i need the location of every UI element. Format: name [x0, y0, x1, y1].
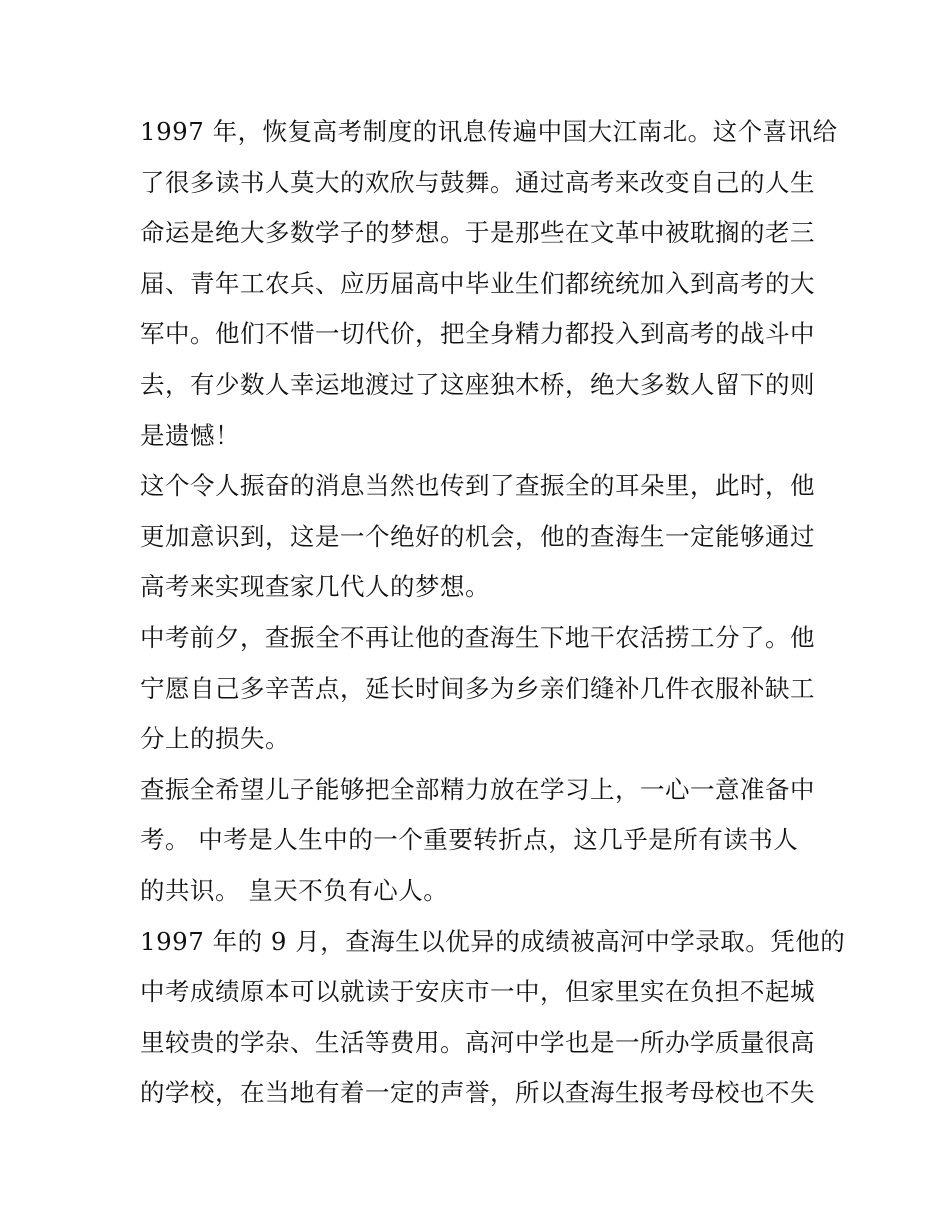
- text-line: 中考成绩原本可以就读于安庆市一中，但家里实在负担不起城: [140, 977, 815, 1007]
- text-line: 这个令人振奋的消息当然也传到了查振全的耳朵里，此时，他: [140, 471, 815, 501]
- text-line: 去，有少数人幸运地渡过了这座独木桥，绝大多数人留下的则: [140, 369, 815, 399]
- text-line: 的共识。 皇天不负有心人。: [140, 875, 449, 905]
- text-line: 1997 年，恢复高考制度的讯息传遍中国大江南北。这个喜讯给: [140, 117, 838, 146]
- text-line: 更加意识到，这是一个绝好的机会，他的查海生一定能够通过: [140, 521, 815, 551]
- text-line: 1997 年的 9 月，查海生以优异的成绩被高河中学录取。凭他的: [140, 926, 846, 956]
- paragraph: [140, 461, 815, 613]
- text-line: 了很多读书人莫大的欢欣与鼓舞。通过高考来改变自己的人生: [140, 167, 815, 197]
- text-line: 查振全希望儿子能够把全部精力放在学习上，一心一意准备中: [140, 774, 815, 804]
- text-line: 中考前夕，查振全不再让他的查海生下地干农活捞工分了。他: [140, 622, 815, 652]
- text-line: 高考来实现查家几代人的梦想。: [140, 572, 490, 602]
- text-line: 军中。他们不惜一切代价，把全身精力都投入到高考的战斗中: [140, 319, 815, 349]
- paragraph: [140, 613, 815, 765]
- text-line: 宁愿自己多辛苦点，延长时间多为乡亲们缝补几件衣服补缺工: [140, 673, 815, 703]
- document-body: [140, 107, 846, 1119]
- text-line: 的学校，在当地有着一定的声誉，所以查海生报考母校也不失: [140, 1078, 815, 1108]
- paragraph: [140, 107, 838, 461]
- paragraph: [140, 765, 815, 917]
- text-line: 分上的损失。: [140, 724, 290, 754]
- text-line: 命运是绝大多数学子的梦想。于是那些在文革中被耽搁的老三: [140, 218, 815, 248]
- text-line: 考。 中考是人生中的一个重要转折点，这几乎是所有读书人: [140, 825, 799, 855]
- text-line: 届、青年工农兵、应历届高中毕业生们都统统加入到高考的大: [140, 268, 815, 298]
- text-line: 里较贵的学杂、生活等费用。高河中学也是一所办学质量很高: [140, 1027, 815, 1057]
- text-line: 是遗憾！: [140, 420, 240, 450]
- paragraph: [140, 917, 846, 1119]
